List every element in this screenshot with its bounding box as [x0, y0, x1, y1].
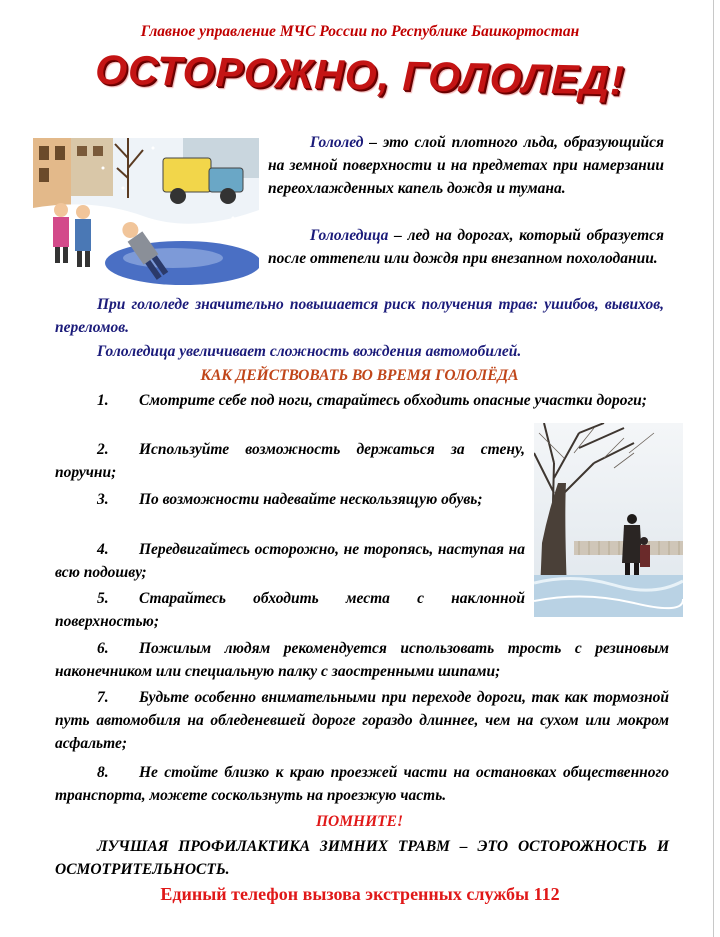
tip-text: Используйте возможность держаться за стену, поручни; [55, 441, 525, 481]
definition-gololed [268, 131, 664, 200]
tip-5 [55, 587, 525, 633]
tip-2 [55, 438, 525, 484]
tip-text: Пожилым людям рекомендуется использовать трость с резиновым наконечником или специальную палку с заостренными шипами; [55, 640, 669, 680]
definition-gololed-text: – это слой плотного льда, образующийся на земной поверхности и на предметах при намерзании переохлажденных капель дождя и тумана. [268, 134, 664, 197]
term-gololeditsa: Гололедица [310, 227, 389, 244]
tip-text: Передвигайтесь осторожно, не торопясь, наступая на всю подошву; [55, 541, 525, 581]
remember-heading: ПОМНИТЕ! [316, 813, 403, 830]
tip-8 [55, 761, 669, 807]
page-title: ОСТОРОЖНО, ГОЛОЛЕД! [94, 46, 626, 104]
tip-text: Смотрите себе под ноги, старайтесь обходить опасные участки дороги; [139, 392, 647, 409]
icy-street-illustration [33, 138, 259, 298]
tip-text: Будьте особенно внимательными при переходе дороги, так как тормозной путь автомобиля на обледеневшей дороге гораздо длиннее, чем на сухом или мокром асфальте; [55, 689, 669, 752]
tip-3 [55, 488, 525, 511]
tip-number: 7. [97, 689, 109, 706]
definition-gololeditsa [268, 224, 664, 270]
term-gololed: Гололед [310, 134, 364, 151]
tip-number: 1. [97, 392, 109, 409]
best-prevention: ЛУЧШАЯ ПРОФИЛАКТИКА ЗИМНИХ ТРАВМ – ЭТО ОСТОРОЖНОСТЬ И ОСМОТРИТЕЛЬНОСТЬ. [55, 838, 669, 878]
tip-number: 5. [97, 590, 109, 607]
tip-4 [55, 538, 525, 584]
tip-text: Старайтесь обходить места с наклонной поверхностью; [55, 590, 525, 630]
section-heading: КАК ДЕЙСТВОВАТЬ ВО ВРЕМЯ ГОЛОЛЁДА [200, 367, 519, 384]
winter-tree-photo [534, 423, 683, 617]
definition-gololeditsa-text: – лед на дорогах, который образуется после оттепели или дождя при внезапном похолодании. [268, 227, 664, 267]
tip-text: Не стойте близко к краю проезжей части на остановках общественного транспорта, можете соскользнуть на проезжую часть. [55, 764, 669, 804]
header-organization: Главное управление МЧС России по Республике Башкортостан [140, 23, 580, 40]
emergency-phone-line: Единый телефон вызова экстренных службы 112 [160, 884, 560, 904]
driving-paragraph: Гололедица увеличивает сложность вождения автомобилей. [97, 343, 522, 360]
risk-paragraph: При гололеде значительно повышается риск получения трав: ушибов, вывихов, переломов. [55, 296, 664, 336]
tip-number: 6. [97, 640, 109, 657]
tip-number: 4. [97, 541, 109, 558]
tip-text: По возможности надевайте нескользящую обувь; [139, 491, 483, 508]
tip-number: 8. [97, 764, 109, 781]
tip-1 [55, 389, 669, 412]
tip-7 [55, 686, 669, 755]
tip-6 [55, 637, 669, 683]
tip-number: 2. [97, 441, 109, 458]
tip-number: 3. [97, 491, 109, 508]
